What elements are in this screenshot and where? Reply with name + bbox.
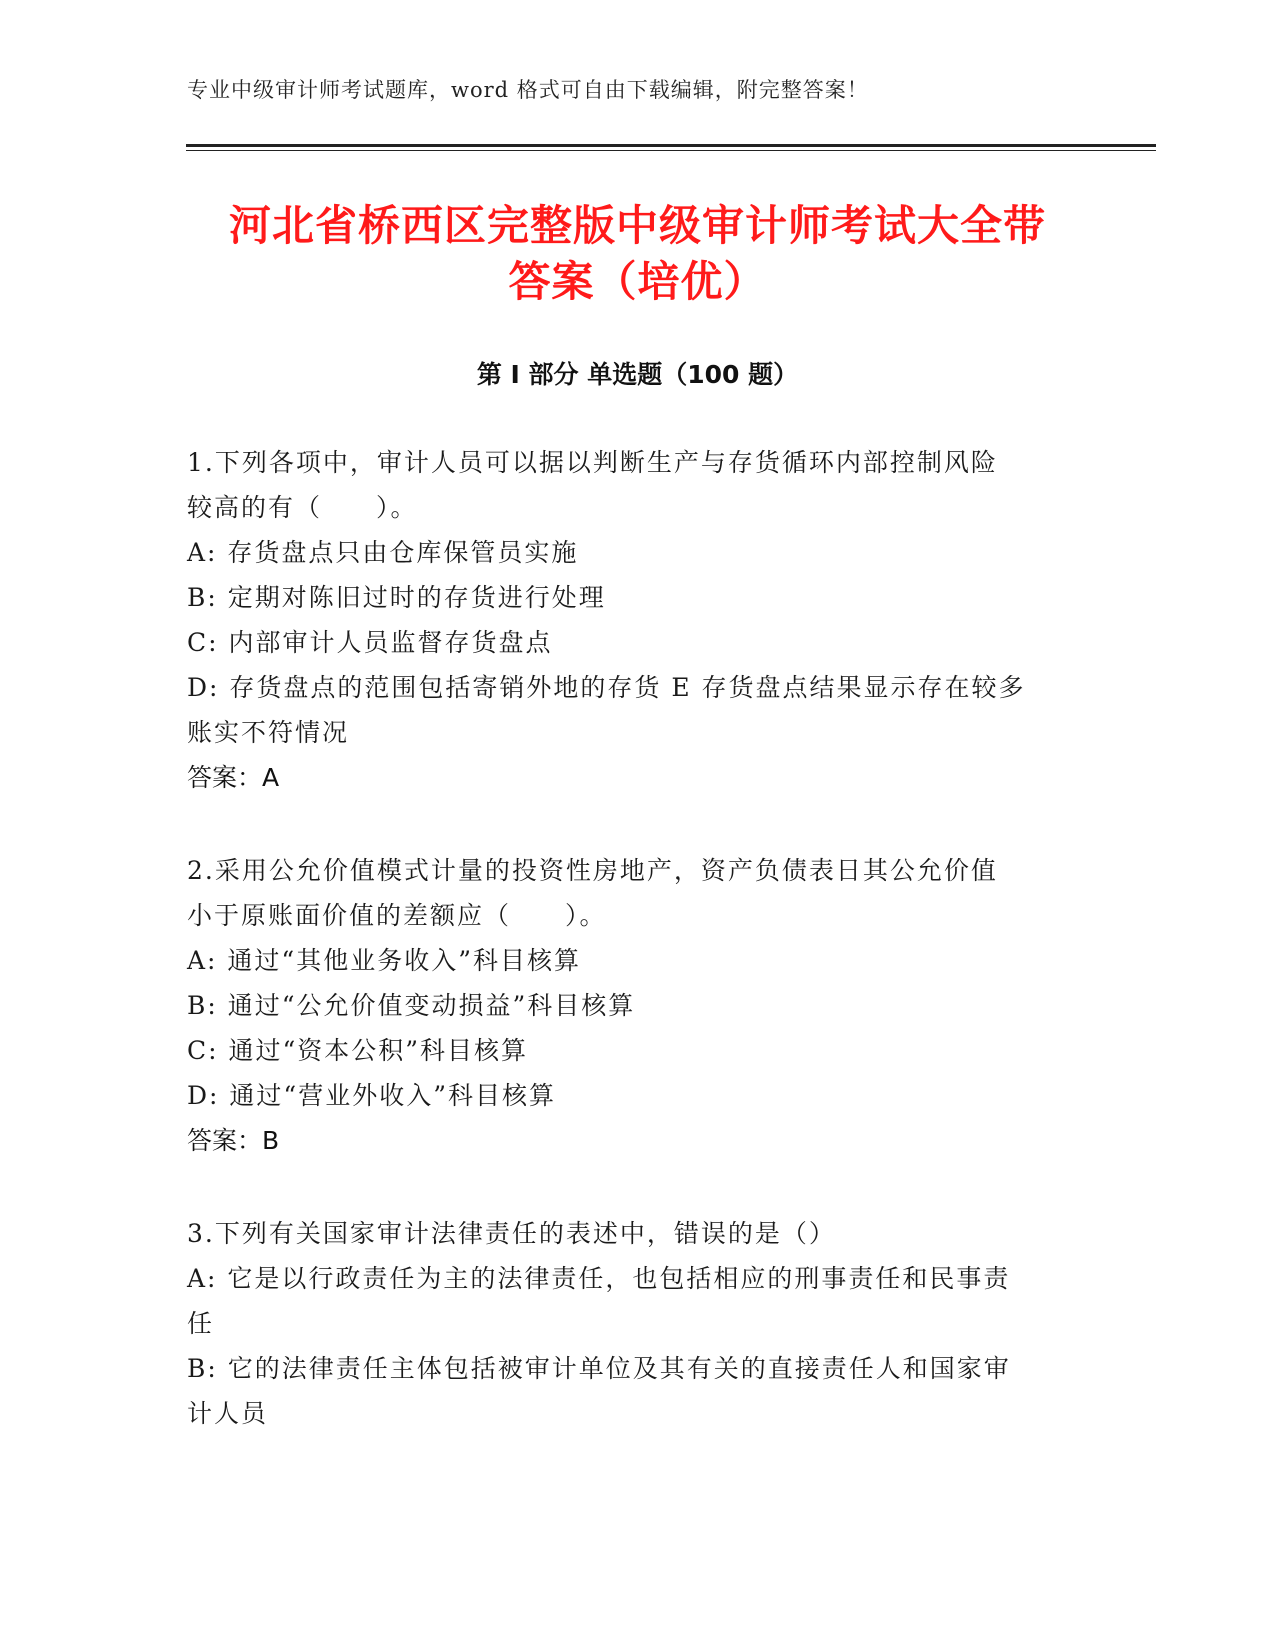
- question-stem: 3.下列有关国家审计法律责任的表述中，错误的是（）: [187, 1219, 836, 1248]
- answer-label: 答案：A: [187, 763, 280, 792]
- option-a-continued: 任: [187, 1309, 215, 1338]
- section-title: 第 I 部分 单选题（100 题）: [476, 360, 799, 389]
- option-d: D: 通过“营业外收入”科目核算: [187, 1081, 556, 1110]
- option-c: C: 通过“资本公积”科目核算: [187, 1036, 529, 1065]
- option-b: B: 定期对陈旧过时的存货进行处理: [187, 583, 606, 612]
- header-rule-thin: [186, 150, 1156, 151]
- question-list: [187, 440, 1087, 1484]
- option-a: A: 存货盘点只由仓库保管员实施: [187, 538, 579, 567]
- option-a: A: 通过“其他业务收入”科目核算: [187, 946, 581, 975]
- header-rule-thick: [186, 144, 1156, 147]
- question-3: [187, 1211, 1087, 1436]
- document-title-line-1: 河北省桥西区完整版中级审计师考试大全带: [228, 201, 1046, 250]
- option-d: D: 存货盘点的范围包括寄销外地的存货 E 存货盘点结果显示存在较多: [187, 673, 1026, 702]
- question-stem: 较高的有（ ）。: [187, 493, 418, 522]
- option-a: A: 它是以行政责任为主的法律责任，也包括相应的刑事责任和民事责: [187, 1264, 1011, 1293]
- option-b: B: 它的法律责任主体包括被审计单位及其有关的直接责任人和国家审: [187, 1354, 1011, 1383]
- document-title: [150, 198, 1125, 310]
- question-1: [187, 440, 1087, 800]
- document-title-line-2: 答案（培优）: [508, 257, 767, 306]
- question-2: [187, 848, 1087, 1163]
- option-c: C: 内部审计人员监督存货盘点: [187, 628, 553, 657]
- header-note: 专业中级审计师考试题库，word 格式可自由下载编辑，附完整答案！: [187, 78, 869, 102]
- question-stem: 小于原账面价值的差额应（ ）。: [187, 901, 607, 930]
- question-stem: 1.下列各项中，审计人员可以据以判断生产与存货循环内部控制风险: [187, 448, 998, 477]
- option-d-continued: 账实不符情况: [187, 718, 350, 747]
- answer-label: 答案：B: [187, 1126, 280, 1155]
- option-b: B: 通过“公允价值变动损益”科目核算: [187, 991, 636, 1020]
- question-stem: 2.采用公允价值模式计量的投资性房地产，资产负债表日其公允价值: [187, 856, 998, 885]
- option-b-continued: 计人员: [187, 1399, 269, 1428]
